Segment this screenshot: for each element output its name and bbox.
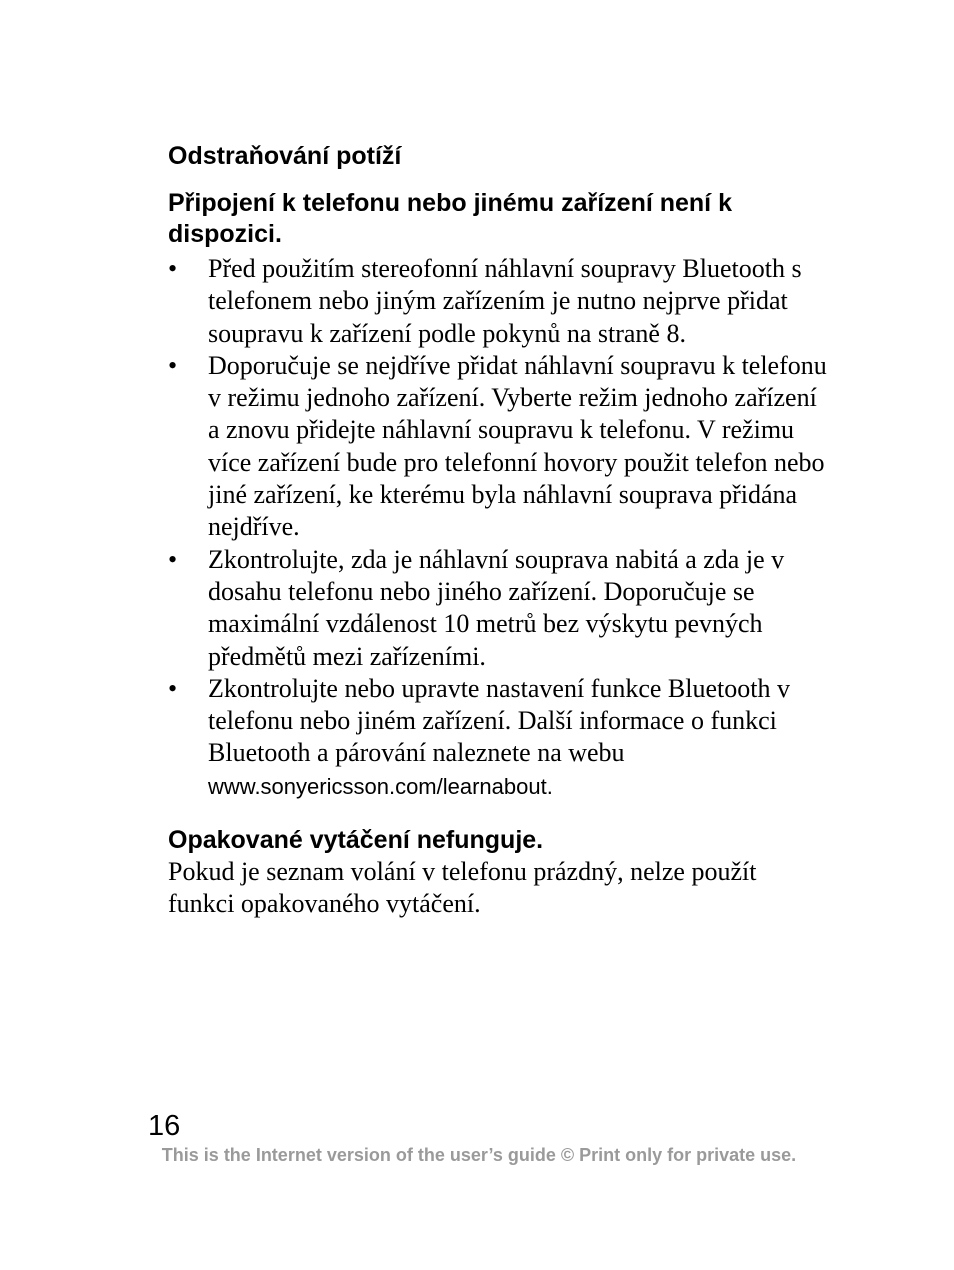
url-period: . — [546, 773, 553, 799]
page-number: 16 — [148, 1110, 181, 1142]
list-item — [168, 253, 828, 350]
list-item-text: Před použitím stereofonní náhlavní soupravy Bluetooth s telefonem nebo jiným zařízením je nutno nejprve přidat soupravu k zařízení podle pokynů na straně 8. — [208, 254, 802, 348]
bullet-icon: • — [168, 544, 178, 574]
list-item-text: Doporučuje se nejdříve přidat náhlavní soupravu k telefonu v režimu jednoho zařízení. Vyberte režim jednoho zařízení a znovu přidejte náhlavní soupravu k telefonu. V režimu více zařízení bude pro telefonní hovory použit telefon nebo jiné zařízení, ke kterému byla náhlavní souprava přidána nejdříve. — [208, 350, 827, 542]
section-title: Odstraňování potíží — [168, 142, 402, 170]
footer-note: This is the Internet version of the user’s guide © Print only for private use. — [161, 1145, 797, 1165]
problem-2-heading: Opakované vytáčení nefunguje. — [168, 826, 544, 855]
list-item — [168, 673, 828, 803]
list-item — [168, 544, 828, 673]
list-item-text: Zkontrolujte nebo upravte nastavení funkce Bluetooth v telefonu nebo jiném zařízení. Další informace o funkci Bluetooth a párování naleznete na webu — [208, 673, 790, 768]
list-item — [168, 350, 828, 544]
problem-2-text: Pokud je seznam volání v telefonu prázdný, nelze použít funkci opakovaného vytáčení. — [168, 857, 757, 919]
bullet-icon: • — [168, 673, 178, 703]
bullet-icon: • — [168, 254, 178, 283]
list-item-text: Zkontrolujte, zda je náhlavní souprava nabitá a zda je v dosahu telefonu nebo jiného zařízení. Doporučuje se maximální vzdálenost 10 metrů bez výskytu pevných předmětů mezi zařízeními. — [208, 544, 785, 671]
bullet-icon: • — [168, 350, 178, 380]
problem-1-heading: Připojení k telefonu nebo jinému zařízení není k dispozici. — [168, 189, 732, 248]
learnabout-url: www.sonyericsson.com/learnabout — [208, 773, 547, 799]
problem-1-bullet-list — [168, 253, 828, 803]
page-content — [168, 140, 828, 921]
